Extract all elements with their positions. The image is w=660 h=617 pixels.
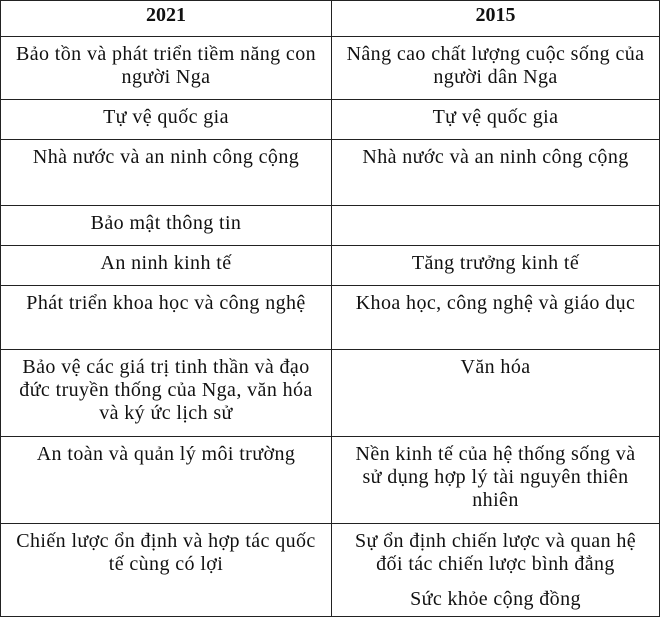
- cell-2015: Nền kinh tế của hệ thống sống và sử dụng hợp lý tài nguyên thiên nhiên: [332, 437, 660, 524]
- table-row: [1, 37, 660, 100]
- cell-2021: Nhà nước và an ninh công cộng: [1, 140, 332, 206]
- header-2015: 2015: [332, 1, 660, 37]
- cell-2015: Tự vệ quốc gia: [332, 100, 660, 140]
- table-row: [1, 100, 660, 140]
- table-row: [1, 437, 660, 524]
- table-row: [1, 524, 660, 617]
- cell-2015-extra: Sức khỏe cộng đồng: [410, 588, 581, 610]
- cell-2021: Phát triển khoa học và công nghệ: [1, 286, 332, 350]
- cell-2021: An ninh kinh tế: [1, 246, 332, 286]
- cell-2021: Bảo vệ các giá trị tinh thần và đạo đức truyền thống của Nga, văn hóa và ký ức lịch sử: [1, 350, 332, 437]
- table-row: [1, 206, 660, 246]
- cell-2015: Nâng cao chất lượng cuộc sống của người dân Nga: [332, 37, 660, 100]
- cell-2015: [332, 206, 660, 246]
- cell-2015: Văn hóa: [332, 350, 660, 437]
- cell-2015: Nhà nước và an ninh công cộng: [332, 140, 660, 206]
- cell-2015-main: Sự ổn định chiến lược và quan hệ đối tác chiến lược bình đẳng: [354, 530, 637, 575]
- cell-2015: [332, 524, 660, 617]
- table-row: [1, 246, 660, 286]
- header-2021: 2021: [1, 1, 332, 37]
- cell-2021: An toàn và quản lý môi trường: [1, 437, 332, 524]
- cell-2015: Khoa học, công nghệ và giáo dục: [332, 286, 660, 350]
- table-row: [1, 140, 660, 206]
- table-row: [1, 350, 660, 437]
- cell-2021: Tự vệ quốc gia: [1, 100, 332, 140]
- table-row: [1, 286, 660, 350]
- cell-2015: Tăng trưởng kinh tế: [332, 246, 660, 286]
- cell-2021: Bảo mật thông tin: [1, 206, 332, 246]
- cell-2021: Chiến lược ổn định và hợp tác quốc tế cùng có lợi: [1, 524, 332, 617]
- header-row: [1, 1, 660, 37]
- cell-2021: Bảo tồn và phát triển tiềm năng con người Nga: [1, 37, 332, 100]
